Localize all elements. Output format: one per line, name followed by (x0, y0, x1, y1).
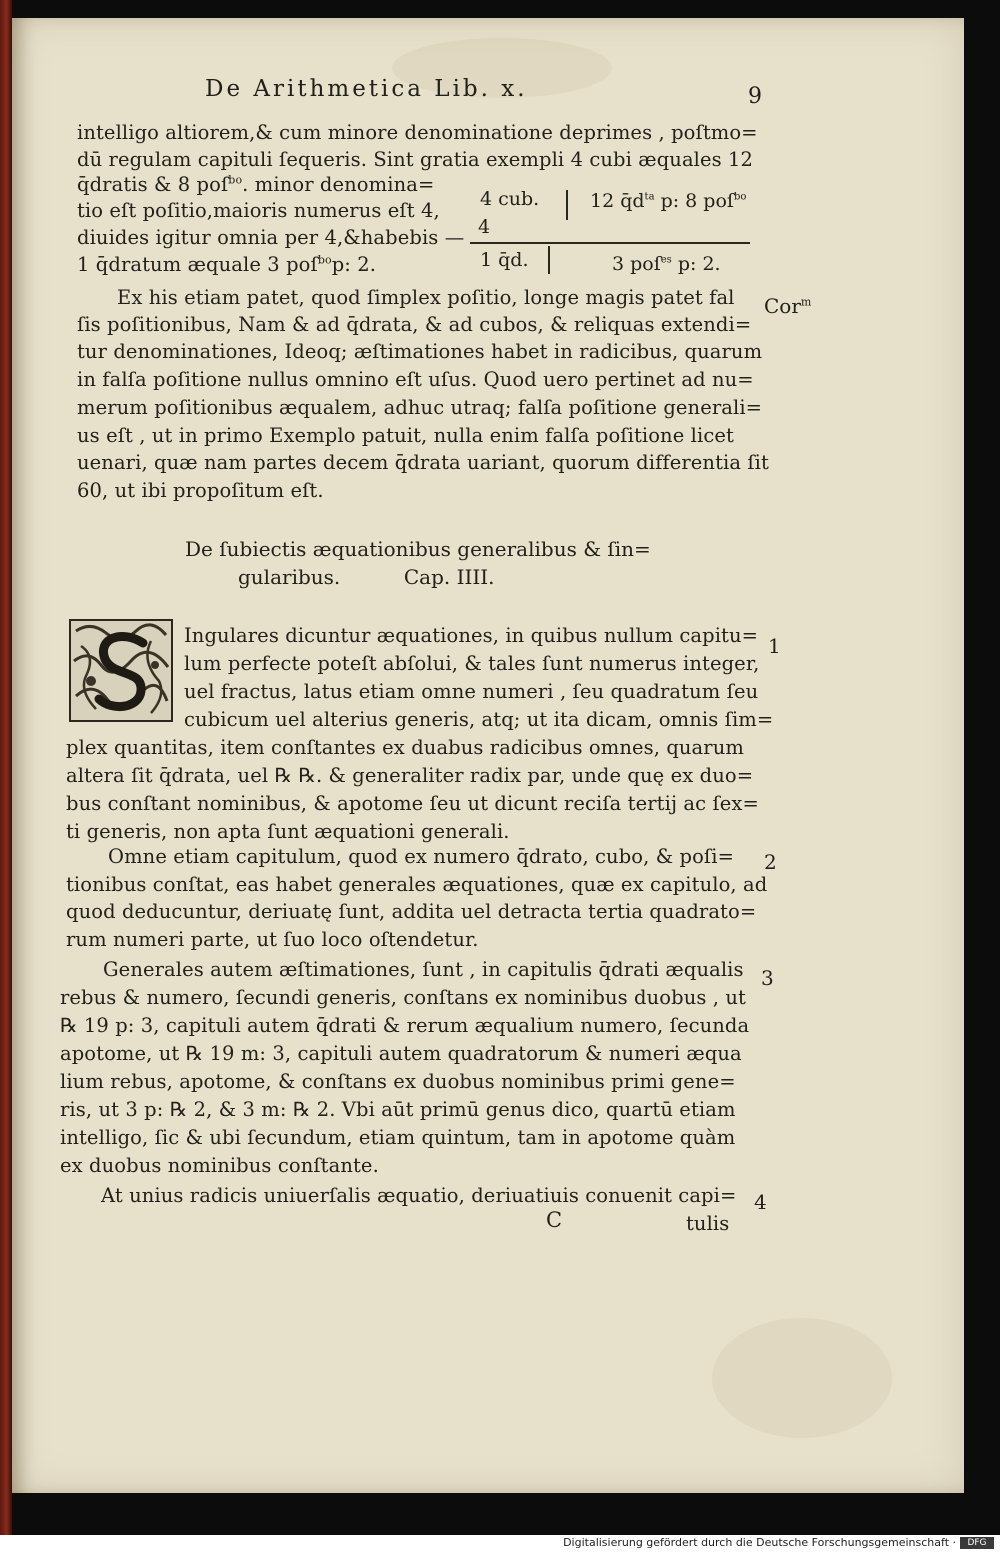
margin-number: 2 (764, 850, 777, 874)
margin-number: 3 (761, 966, 774, 990)
text-line: tio eſt poſitio,maioris numerus eſt 4, (77, 199, 440, 222)
paper-stain (712, 1318, 892, 1438)
text-line: plex quantitas, item conſtantes ex duabus radicibus omnes, quarum (66, 736, 744, 759)
text-line: ſis poſitionibus, Nam & ad q̄drata, & ad cubos, & reliquas extendi= (77, 313, 752, 336)
equation-right-bottom: 3 poſ$^{es}$ p: 2. (612, 253, 721, 275)
text-line: Ingulares dicuntur æquationes, in quibus nullum capitu= (184, 624, 759, 647)
text-line: ex duobus nominibus conſtante. (60, 1154, 379, 1177)
equation-left-top: 4 cub. (480, 188, 540, 210)
text-line: dū regulam capituli ſequeris. Sint gratia exempli 4 cubi æquales 12 (77, 148, 754, 171)
text-line: 1 q̄dratum æquale 3 poſ$^{bo}$p: 2. (77, 253, 377, 276)
text-line: tionibus conſtat, eas habet generales æquationes, quæ ex capitulo, ad (66, 873, 768, 896)
text-line: bus conſtant nominibus, & apotome ſeu ut dicunt reciſa tertij ac ſex= (66, 792, 759, 815)
folio-number: 9 (748, 84, 762, 109)
equation-divider (548, 246, 550, 274)
running-head: De Arithmetica Lib. x. (205, 76, 528, 102)
text-line: q̄dratis & 8 poſ$^{bo}$. minor denomina= (77, 173, 435, 196)
text-line: lum perfecte poteſt abſolui, & tales ſunt numerus integer, (184, 652, 760, 675)
text-line: altera ſit q̄drata, uel ℞ ℞. & generaliter radix par, unde quę ex duo= (66, 764, 754, 787)
text-line: intelligo altiorem,& cum minore denominatione deprimes , poſtmo= (77, 121, 758, 144)
text-line: Ex his etiam patet, quod ſimplex poſitio, longe magis patet fal (117, 286, 735, 309)
text-line: apotome, ut ℞ 19 m: 3, capituli autem quadratorum & numeri æqua (60, 1042, 742, 1065)
chapter-heading-line: gularibus. Cap. IIII. (238, 565, 495, 589)
text-line: quod deducuntur, deriuatę ſunt, addita uel detracta tertia quadrato= (66, 900, 757, 923)
text-line: Omne etiam capitulum, quod ex numero q̄drato, cubo, & poſi= (108, 845, 735, 868)
equation-right-top: 12 $q̄d^{ta}$ p: 8 poſ$^{bo}$ (590, 190, 747, 212)
text-line: uenari, quæ nam partes decem q̄drata uariant, quorum differentia ſit (77, 451, 769, 474)
text-line: in falſa poſitione nullus omnino eſt uſus. Quod uero pertinet ad nu= (77, 368, 754, 391)
chapter-heading-line: De ſubiectis æquationibus generalibus & ſin= (185, 537, 651, 561)
decorated-initial-s (69, 619, 173, 722)
margin-number: 1 (768, 634, 781, 658)
text-line: ris, ut 3 p: ℞ 2, & 3 m: ℞ 2. Vbi aūt primū genus dico, quartū etiam (60, 1098, 736, 1121)
text-line: cubicum uel alterius generis, atq; ut ita dicam, omnis ſim= (184, 708, 774, 731)
equation-divider (566, 190, 568, 220)
text-line: lium rebus, apotome, & conſtans ex duobus nominibus primi gene= (60, 1070, 736, 1093)
text-line: intelligo, ſic & ubi ſecundum, etiam quintum, tam in apotome quàm (60, 1126, 736, 1149)
equation-fraction-line (470, 242, 750, 244)
catchword: tulis (686, 1212, 730, 1235)
superscript: bo (228, 173, 243, 187)
margin-number: 4 (754, 1190, 767, 1214)
dfg-logo: DFG (960, 1537, 994, 1549)
text-line: merum poſitionibus æqualem, adhuc utraq; falſa poſitione generali= (77, 396, 763, 419)
equation-left-bottom: 1 q̄d. (480, 249, 529, 271)
text-line: Generales autem æſtimationes, ſunt , in capitulis q̄drati æqualis (103, 958, 744, 981)
text-line: tur denominationes, Ideoq; æſtimationes habet in radicibus, quarum (77, 340, 763, 363)
text-line: ℞ 19 p: 3, capituli autem q̄drati & rerum æqualium numero, ſecunda (60, 1014, 750, 1037)
margin-note-corollary: Cor$^m$ (764, 294, 812, 318)
text-line: rebus & numero, ſecundi generis, conſtans ex nominibus duobus , ut (60, 986, 746, 1009)
text-line: 60, ut ibi propoſitum eſt. (77, 479, 324, 502)
text-line: diuides igitur omnia per 4,&habebis — (77, 226, 465, 249)
text-line: us eſt , ut in primo Exemplo patuit, nulla enim falſa poſitione licet (77, 424, 734, 447)
equation-divisor: 4 (478, 216, 491, 238)
text-line: ti generis, non apta ſunt æquationi generali. (66, 820, 510, 843)
funding-credit: Digitalisierung gefördert durch die Deutsche Forschungsgemeinschaft · (563, 1536, 956, 1549)
text-line: uel fractus, latus etiam omne numeri , ſeu quadratum ſeu (184, 680, 759, 703)
book-binding-edge (0, 0, 12, 1535)
text-line: At unius radicis uniuerſalis æquatio, deriuatiuis conuenit capi= (101, 1184, 737, 1207)
signature-mark: C (546, 1208, 563, 1232)
footer-bar (0, 1535, 1000, 1552)
text-line: rum numeri parte, ut ſuo loco oſtendetur. (66, 928, 479, 951)
superscript: bo (317, 253, 332, 267)
